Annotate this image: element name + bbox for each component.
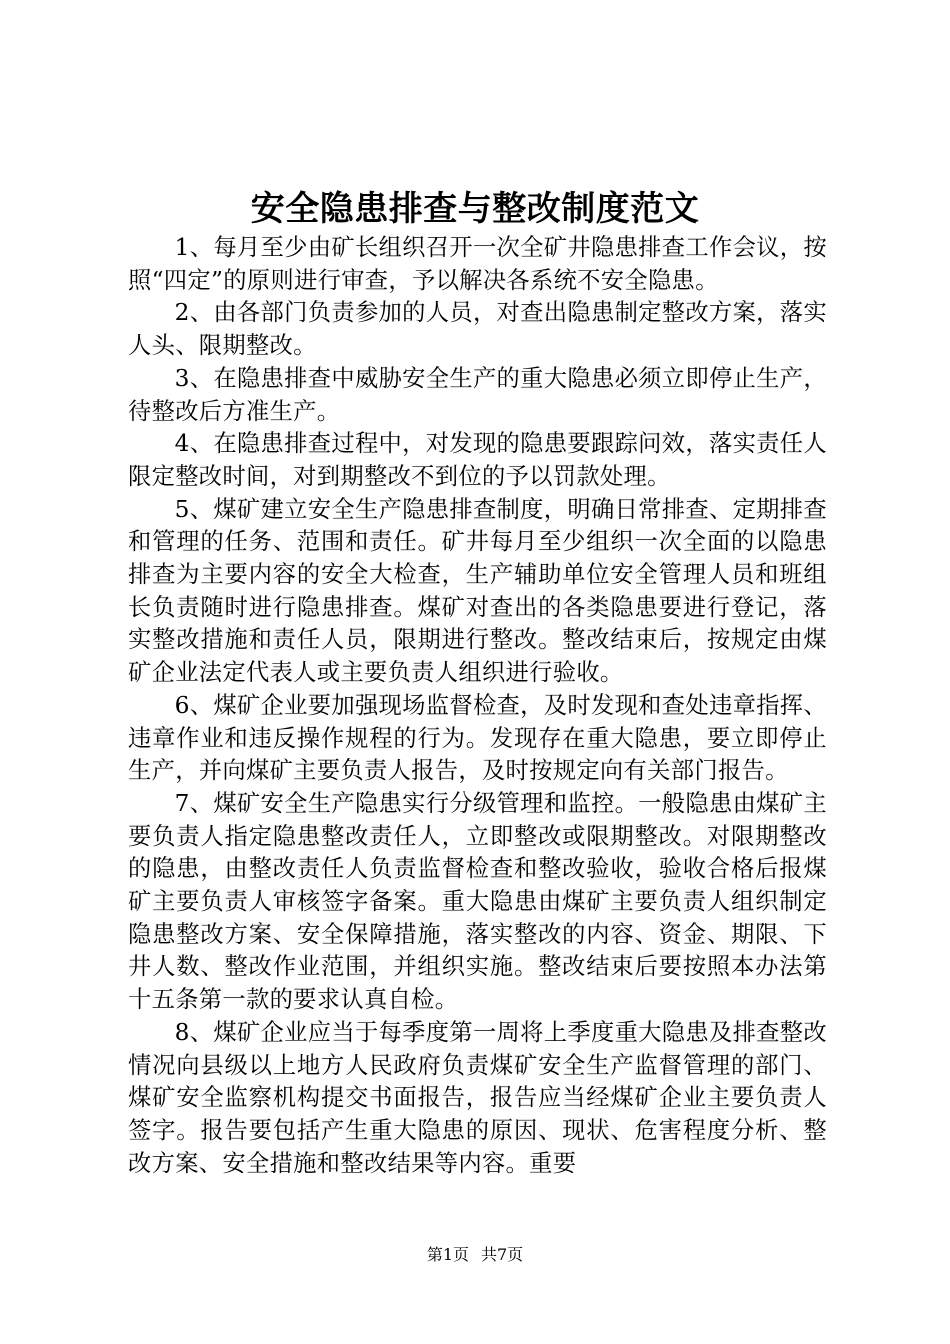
document-title: 安全隐患排查与整改制度范文 [250,189,700,229]
page-total: 共7页 [481,1245,524,1264]
paragraph-7: 7、煤矿安全生产隐患实行分级管理和监控。一般隐患由煤矿主要负责人指定隐患整改责任人，立即整改或限期整改。对限期整改的隐患，由整改责任人负责监督检查和整改验收，验收合格后报煤矿主要负责人审核签字备案。重大隐患由煤矿主要负责人组织制定隐患整改方案、安全保障措施，落实整改的内容、资金、期限、下井人数、整改作业范围，并组织实施。整改结束后要按照本办法第十五条第一款的要求认真自检。 [128,789,827,1014]
document-body [128,232,827,1180]
paragraph-2: 2、由各部门负责参加的人员，对查出隐患制定整改方案，落实人头、限期整改。 [128,299,827,360]
paragraph-8: 8、煤矿企业应当于每季度第一周将上季度重大隐患及排查整改情况向县级以上地方人民政府负责煤矿安全生产监督管理的部门、煤矿安全监察机构提交书面报告，报告应当经煤矿企业主要负责人签字。报告要包括产生重大隐患的原因、现状、危害程度分析、整改方案、安全措施和整改结果等内容。重要 [128,1018,827,1177]
paragraph-1: 1、每月至少由矿长组织召开一次全矿井隐患排查工作会议，按照“四定”的原则进行审查，予以解决各系统不安全隐患。 [128,234,827,294]
page-footer [0,1244,950,1266]
page-number: 第1页 [426,1245,469,1264]
paragraph-6: 6、煤矿企业要加强现场监督检查，及时发现和查处违章指挥、违章作业和违反操作规程的行为。发现存在重大隐患，要立即停止生产，并向煤矿主要负责人报告，及时按规定向有关部门报告。 [128,691,827,785]
paragraph-4: 4、在隐患排查过程中，对发现的隐患要跟踪问效，落实责任人限定整改时间，对到期整改不到位的予以罚款处理。 [128,430,827,490]
paragraph-5: 5、煤矿建立安全生产隐患排查制度，明确日常排查、定期排查和管理的任务、范围和责任。矿井每月至少组织一次全面的以隐患排查为主要内容的安全大检查，生产辅助单位安全管理人员和班组长负责随时进行隐患排查。煤矿对查出的各类隐患要进行登记，落实整改措施和责任人员，限期进行整改。整改结束后，按规定由煤矿企业法定代表人或主要负责人组织进行验收。 [128,495,827,687]
paragraph-3: 3、在隐患排查中威胁安全生产的重大隐患必须立即停止生产，待整改后方准生产。 [128,364,827,425]
